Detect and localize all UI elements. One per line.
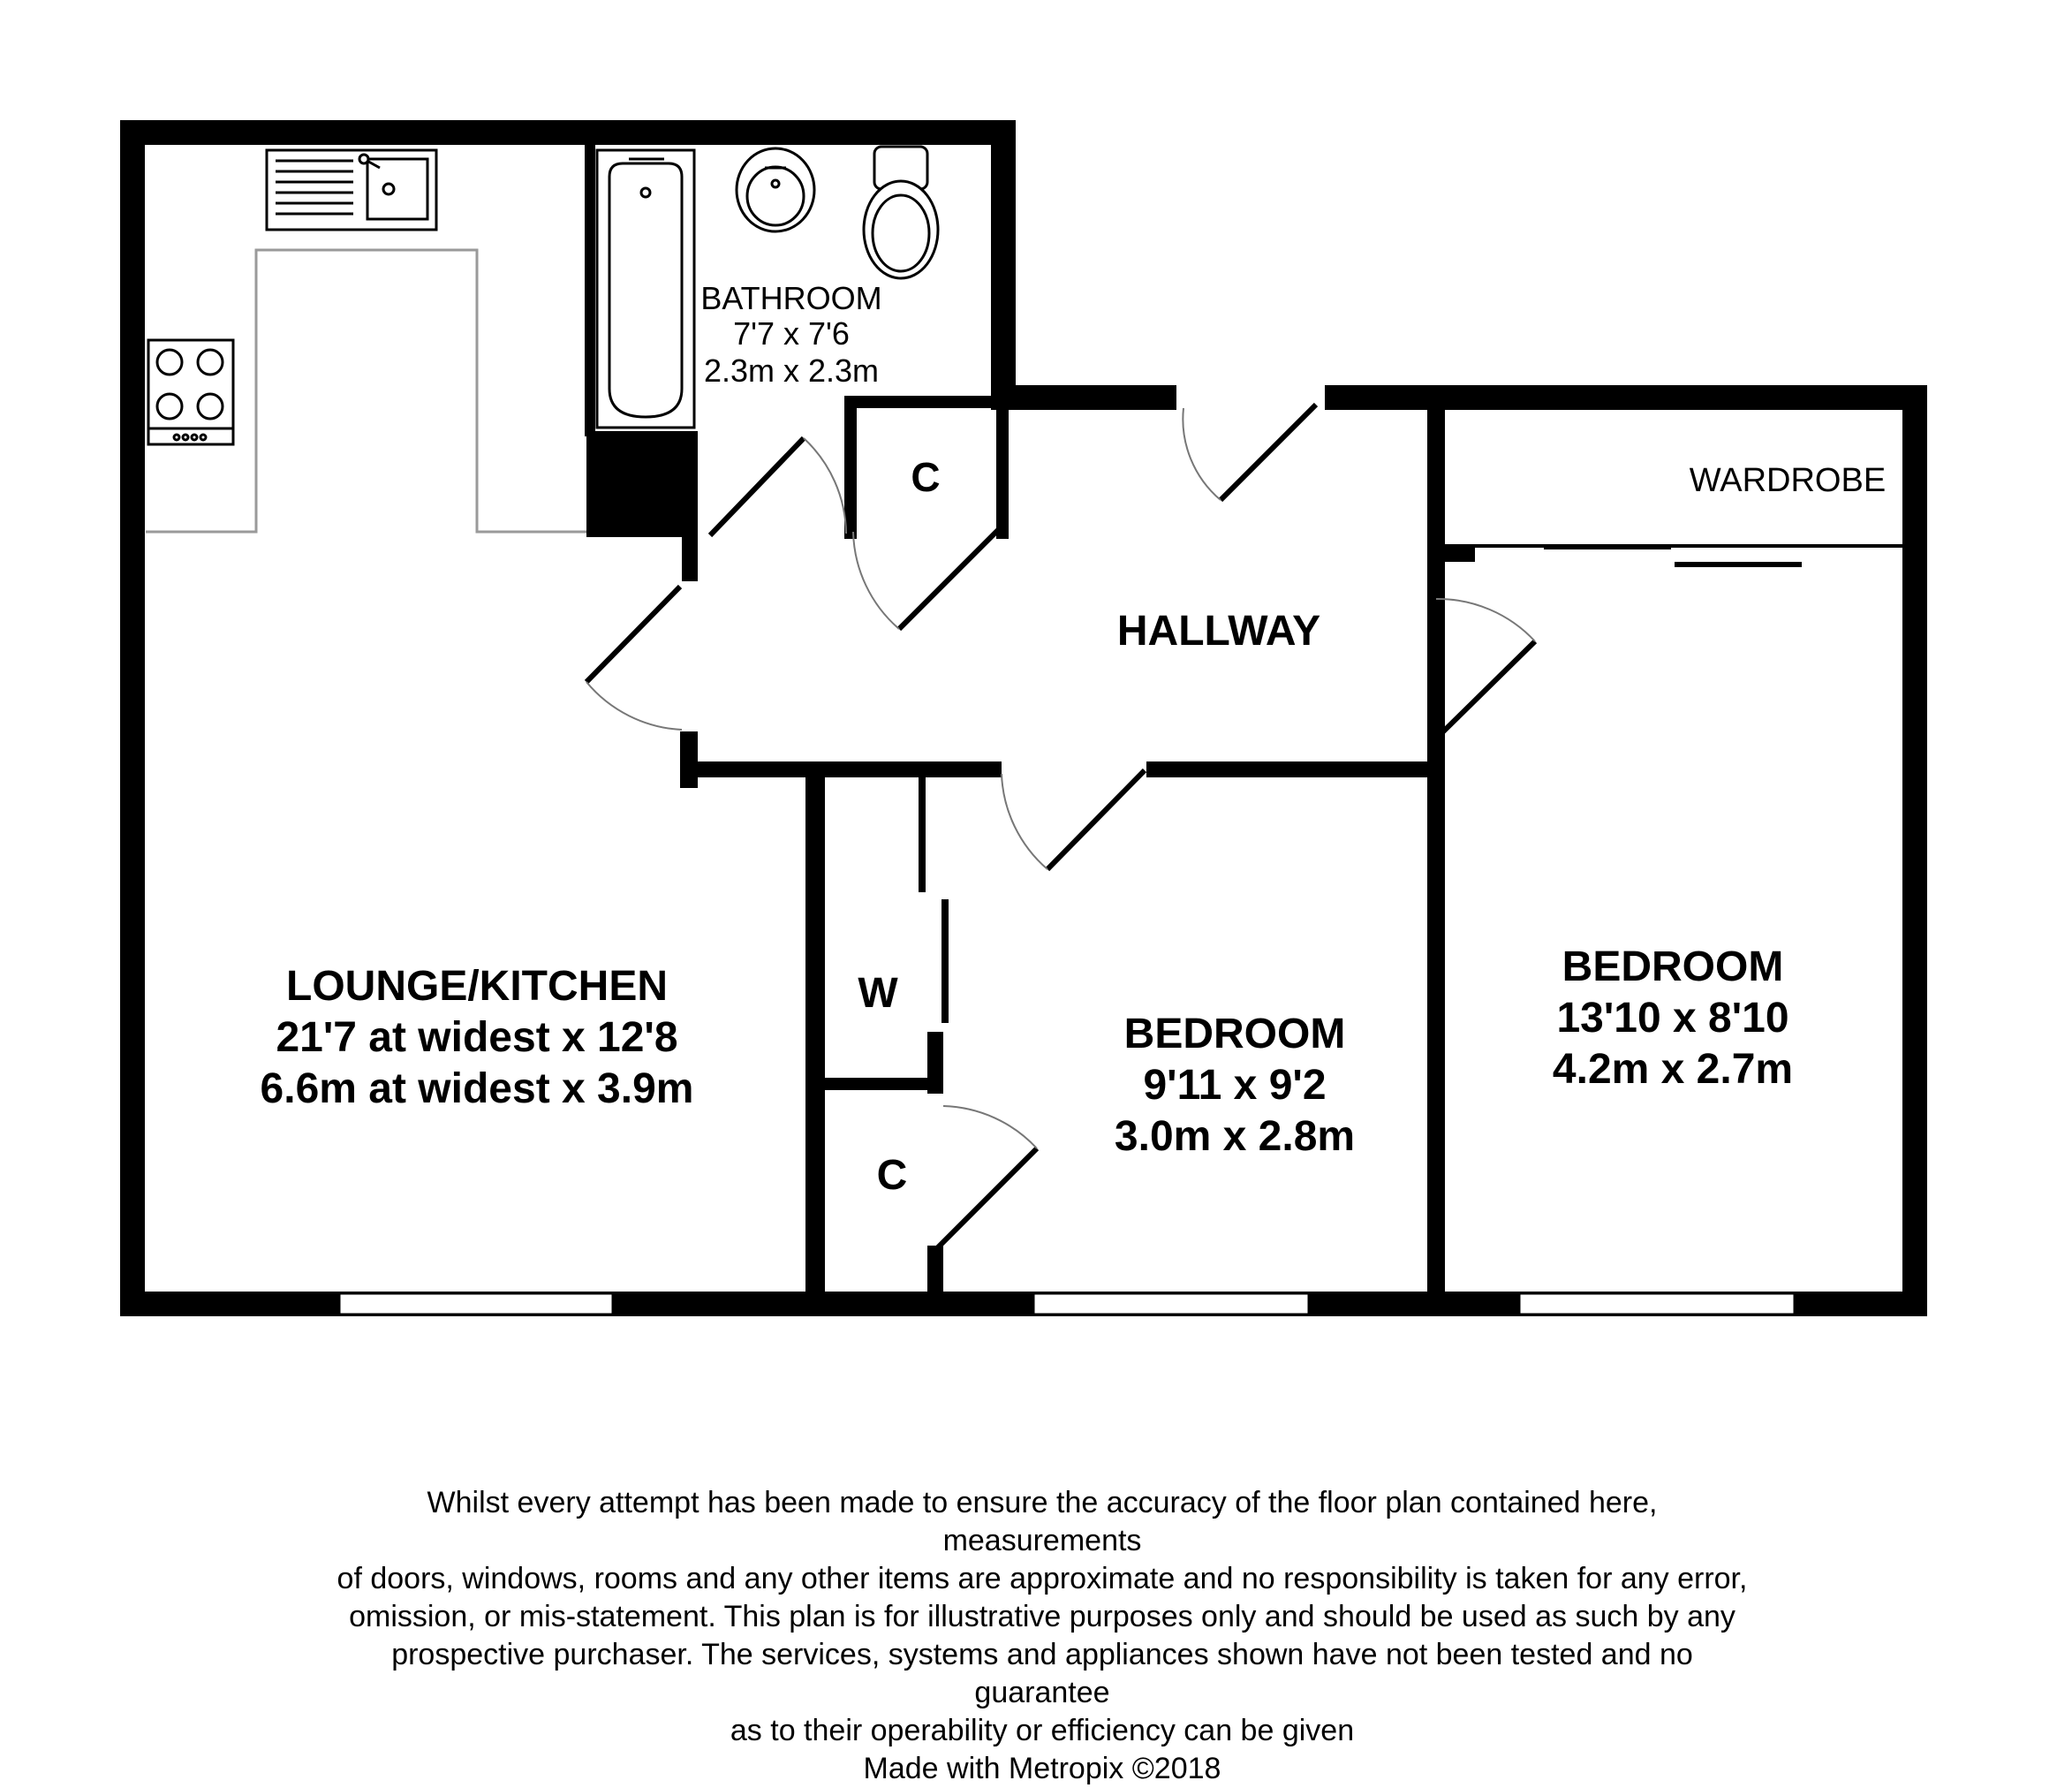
cupboard-bottom-label: C xyxy=(876,1152,908,1199)
bathroom-metric: 2.3m x 2.3m xyxy=(703,352,880,389)
disclaimer xyxy=(336,1484,1749,1788)
credit-line: Made with Metropix ©2018 xyxy=(863,1752,1221,1785)
wardrobe-doors xyxy=(1445,544,1904,567)
doors xyxy=(586,405,1535,1249)
bath-icon xyxy=(597,150,694,428)
disclaimer-line: as to their operability or efficiency can be given xyxy=(730,1714,1355,1747)
disclaimer-line: prospective purchaser. The services, systems and appliances shown have not been tested and no guarantee xyxy=(391,1638,1693,1709)
bathroom-imperial: 7'7 x 7'6 xyxy=(733,315,850,352)
bedroom-1-imperial: 13'10 x 8'10 xyxy=(1556,995,1789,1042)
basin-icon xyxy=(737,148,814,231)
cupboard-top-label: C xyxy=(911,454,941,500)
bedroom-1-name: BEDROOM xyxy=(1562,943,1784,990)
disclaimer-line: Whilst every attempt has been made to ensure the accuracy of the floor plan contained here, measurements xyxy=(427,1486,1658,1557)
lounge-imperial: 21'7 at widest x 12'8 xyxy=(276,1014,678,1061)
windows xyxy=(339,1293,1795,1314)
bedroom-1-metric: 4.2m x 2.7m xyxy=(1552,1046,1794,1093)
kitchen-sink-icon xyxy=(267,150,436,230)
bedroom-2-metric: 3.0m x 2.8m xyxy=(1114,1113,1356,1160)
hob-icon xyxy=(148,340,233,444)
bathroom-name: BATHROOM xyxy=(700,280,882,316)
bath-panel xyxy=(586,431,698,537)
wardrobe-label: WARDROBE xyxy=(1689,462,1887,499)
wardrobe-small-label: W xyxy=(858,970,898,1017)
bedroom-1-label xyxy=(1553,943,1793,1093)
lounge-metric: 6.6m at widest x 3.9m xyxy=(260,1065,694,1112)
bedroom-2-name: BEDROOM xyxy=(1123,1011,1346,1057)
lounge-kitchen-label xyxy=(261,963,694,1112)
bathroom-label xyxy=(700,280,881,389)
disclaimer-line: of doors, windows, rooms and any other items are approximate and no responsibility is taken for any error, xyxy=(337,1562,1748,1595)
disclaimer-line: omission, or mis-statement. This plan is for illustrative purposes only and should be used as such by any xyxy=(349,1600,1735,1633)
lounge-name: LOUNGE/KITCHEN xyxy=(286,963,668,1010)
hallway-label: HALLWAY xyxy=(1116,608,1321,655)
bedroom-2-imperial: 9'11 x 9'2 xyxy=(1143,1062,1327,1109)
toilet-icon xyxy=(864,147,938,278)
bedroom-2-label xyxy=(1115,1011,1355,1160)
